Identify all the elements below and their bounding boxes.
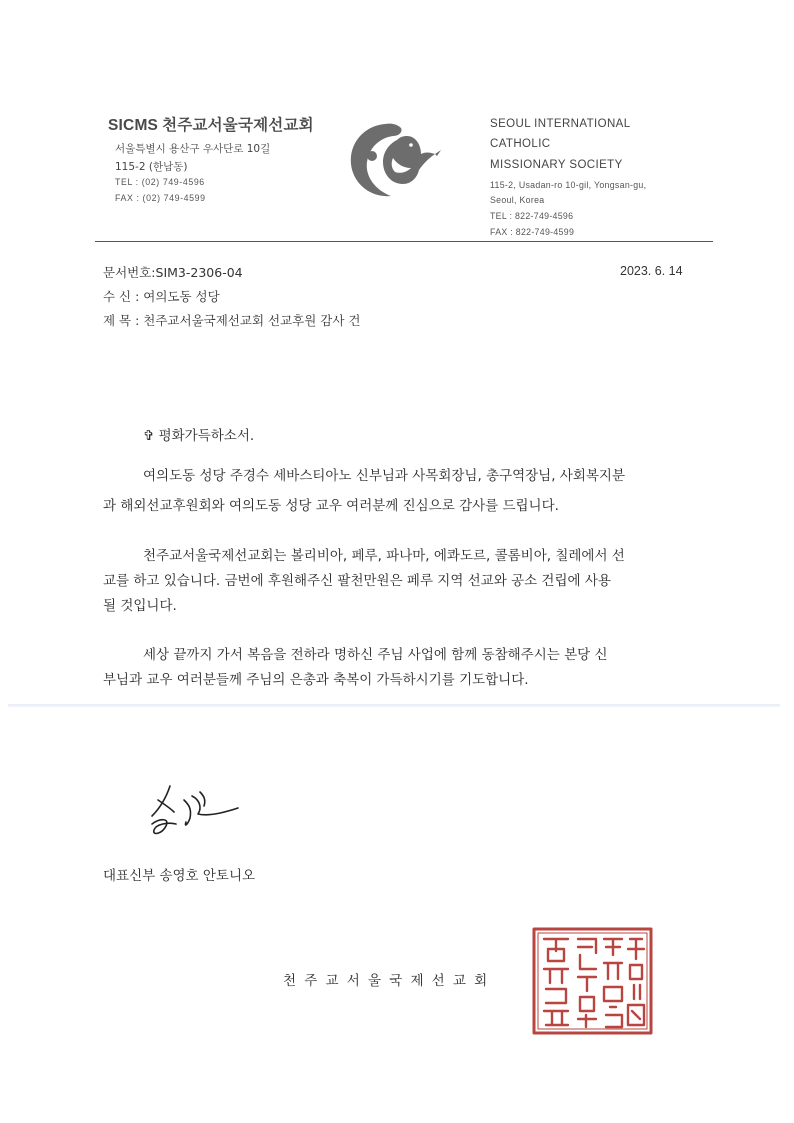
- org-abbreviation: SICMS: [108, 117, 159, 134]
- paragraph-3-line-2: 부님과 교우 여러분들께 주님의 은총과 축복이 가득하시기를 기도합니다.: [103, 672, 529, 688]
- paragraph-2-line-2: 교를 하고 있습니다. 금번에 후원해주신 팔천만원은 페루 지역 선교와 공소 건립에 사용: [103, 573, 611, 589]
- official-seal-stamp: [530, 925, 655, 1037]
- fax-ko: FAX : (02) 749-4599: [115, 193, 206, 203]
- address-ko-line2: 115-2 (한남동): [115, 161, 188, 173]
- org-name-en-line2: CATHOLIC: [490, 138, 551, 150]
- org-name-en-line3: MISSIONARY SOCIETY: [490, 159, 623, 171]
- org-name-ko: 천주교서울국제선교회: [162, 116, 314, 134]
- representative-name: 대표신부 송영호 안토니오: [103, 868, 256, 884]
- paragraph-1-line-1: 여의도동 성당 주경수 세바스티아노 신부님과 사목회장님, 총구역장님, 사회복지분: [143, 468, 626, 484]
- address-ko-line1: 서울특별시 용산구 우사단로 10길: [115, 143, 271, 155]
- subject: 제 목 : 천주교서울국제선교회 선교후원 감사 건: [103, 313, 361, 328]
- address-en-line2: Seoul, Korea: [490, 195, 545, 205]
- recipient: 수 신 : 여의도동 성당: [103, 289, 220, 304]
- handwritten-signature: [140, 778, 250, 844]
- organization-footer: 천주교서울국제선교회: [283, 973, 496, 989]
- org-name-en-line1: SEOUL INTERNATIONAL: [490, 118, 631, 130]
- tel-ko: TEL : (02) 749-4596: [115, 177, 205, 187]
- greeting: ✞ 평화가득하소서.: [143, 428, 255, 444]
- paragraph-2-line-3: 될 것입니다.: [103, 598, 177, 614]
- scan-artifact-line: [8, 704, 780, 707]
- address-en-line1: 115-2, Usadan-ro 10-gil, Yongsan-gu,: [490, 180, 647, 190]
- dove-yin-yang-icon: [345, 118, 445, 204]
- document-number: 문서번호:SIM3-2306-04: [103, 265, 243, 280]
- fax-en: FAX : 822-749-4599: [490, 227, 575, 237]
- paragraph-3-line-1: 세상 끝까지 가서 복음을 전하라 명하신 주님 사업에 함께 동참해주시는 본당 신: [143, 647, 608, 663]
- tel-en: TEL : 822-749-4596: [490, 211, 574, 221]
- paragraph-1-line-2: 과 해외선교후원회와 여의도동 성당 교우 여러분께 진심으로 감사를 드립니다.: [103, 498, 559, 514]
- letterhead-title: [108, 113, 314, 135]
- header-divider: [95, 241, 713, 242]
- document-date: 2023. 6. 14: [620, 264, 683, 278]
- paragraph-2-line-1: 천주교서울국제선교회는 볼리비아, 페루, 파나마, 에콰도르, 콜롬비아, 칠레에서 선: [143, 548, 625, 564]
